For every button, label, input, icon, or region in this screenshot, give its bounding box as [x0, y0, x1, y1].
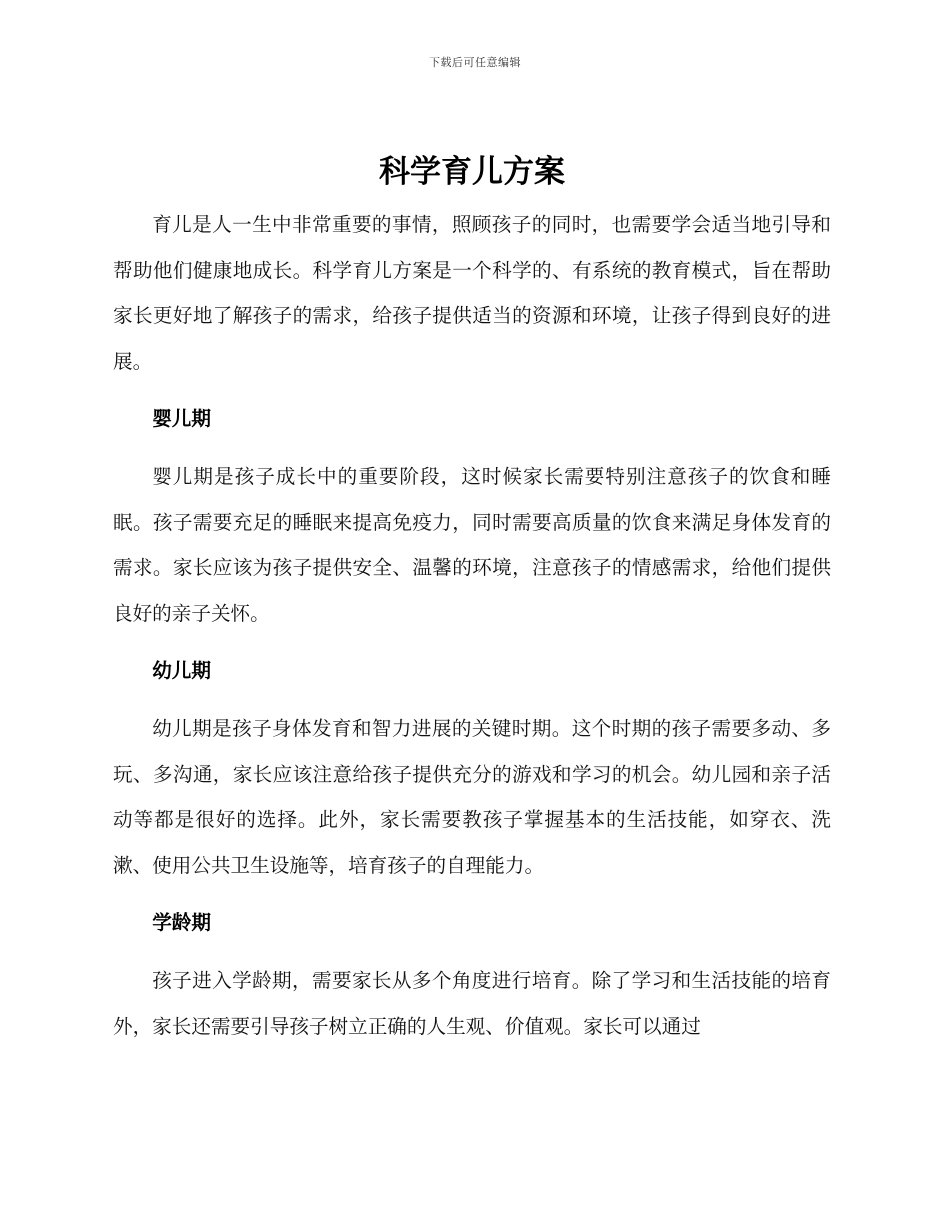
section-heading-infancy: 婴儿期 [152, 407, 211, 430]
section-body-infancy: 婴儿期是孩子成长中的重要阶段，这时候家长需要特别注意孩子的饮食和睡眠。孩子需要充足的睡眠来提高免疫力，同时需要高质量的饮食来满足身体发育的需求。家长应该为孩子提供安全、温馨的环境，注意孩子的情感需求，给他们提供良好的亲子关怀。 [113, 465, 831, 625]
header-note: 下载后可任意编辑 [429, 56, 521, 69]
section-body-school-age: 孩子进入学龄期，需要家长从多个角度进行培育。除了学习和生活技能的培育外，家长还需要引导孩子树立正确的人生观、价值观。家长可以通过 [113, 969, 831, 1038]
document-title: 科学育儿方案 [379, 154, 565, 190]
section-heading-school-age: 学龄期 [152, 911, 211, 934]
intro-paragraph: 育儿是人一生中非常重要的事情，照顾孩子的同时，也需要学会适当地引导和帮助他们健康地成长。科学育儿方案是一个科学的、有系统的教育模式，旨在帮助家长更好地了解孩子的需求，给孩子提供适当的资源和环境，让孩子得到良好的进展。 [113, 213, 831, 373]
section-body-early-childhood: 幼儿期是孩子身体发育和智力进展的关键时期。这个时期的孩子需要多动、多玩、多沟通，家长应该注意给孩子提供充分的游戏和学习的机会。幼儿园和亲子活动等都是很好的选择。此外，家长需要教孩子掌握基本的生活技能，如穿衣、洗漱、使用公共卫生设施等，培育孩子的自理能力。 [113, 717, 831, 877]
document-body [113, 148, 831, 1049]
section-heading-early-childhood: 幼儿期 [152, 659, 211, 682]
